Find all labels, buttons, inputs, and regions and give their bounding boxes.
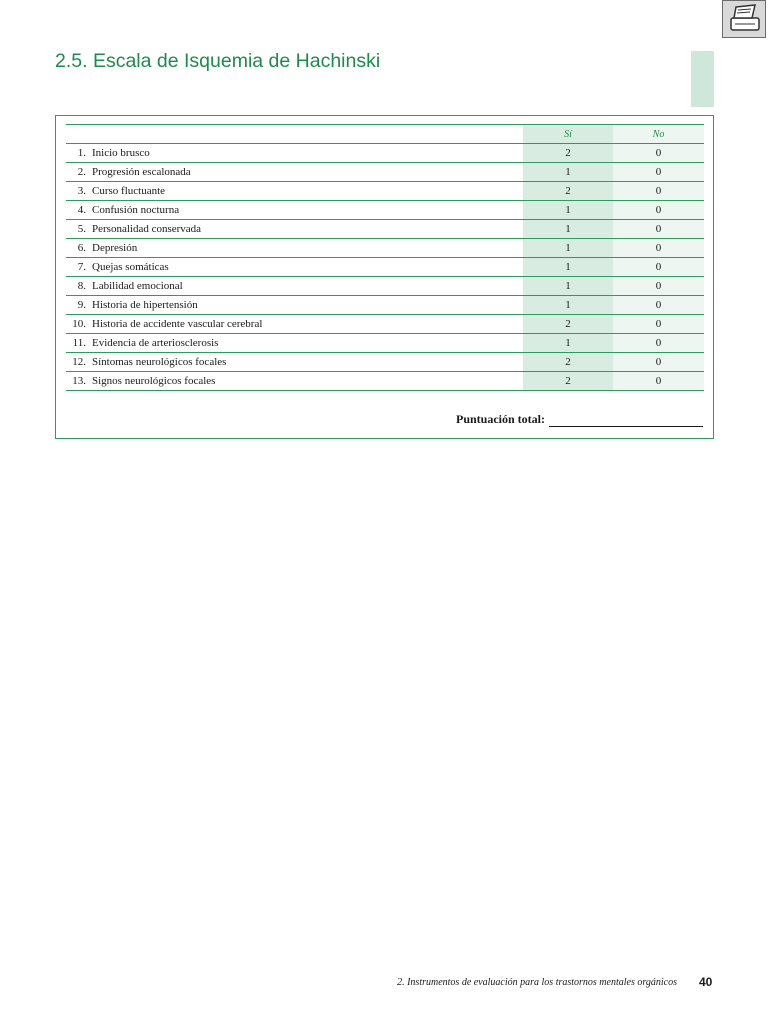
item-number: 9. — [77, 299, 86, 311]
no-value: 0 — [613, 258, 704, 277]
no-value: 0 — [613, 220, 704, 239]
total-score-blank — [549, 415, 703, 427]
item-number: 11. — [72, 337, 86, 349]
print-button[interactable] — [722, 0, 766, 38]
table-row — [66, 353, 704, 372]
si-value: 2 — [523, 353, 613, 372]
item-label: Quejas somáticas — [92, 261, 169, 273]
section-title: 2.5. Escala de Isquemia de Hachinski — [55, 50, 381, 72]
no-value: 0 — [613, 353, 704, 372]
hachinski-scale-box — [55, 115, 714, 439]
item-number: 7. — [77, 261, 86, 273]
item-number: 2. — [77, 166, 86, 178]
si-value: 1 — [523, 201, 613, 220]
item-label: Historia de accidente vascular cerebral — [92, 318, 263, 330]
item-label: Evidencia de arteriosclerosis — [92, 337, 219, 349]
item-label: Depresión — [92, 242, 138, 254]
no-value: 0 — [613, 163, 704, 182]
table-body — [66, 144, 704, 391]
table-row — [66, 315, 704, 334]
si-value: 1 — [523, 239, 613, 258]
item-cell — [66, 182, 523, 201]
item-cell — [66, 334, 523, 353]
si-value: 1 — [523, 258, 613, 277]
item-cell — [66, 353, 523, 372]
footer-chapter: 2. Instrumentos de evaluación para los trastornos mentales orgánicos — [397, 977, 677, 988]
si-value: 1 — [523, 277, 613, 296]
no-value: 0 — [613, 239, 704, 258]
side-tab-marker — [691, 51, 714, 107]
no-value: 0 — [613, 296, 704, 315]
si-value: 1 — [523, 296, 613, 315]
page-number: 40 — [699, 975, 713, 989]
si-value: 1 — [523, 163, 613, 182]
si-value: 2 — [523, 182, 613, 201]
item-number: 13. — [72, 375, 86, 387]
no-value: 0 — [613, 201, 704, 220]
total-score-line — [456, 412, 703, 427]
table-header-row — [66, 125, 704, 144]
item-cell — [66, 239, 523, 258]
no-value: 0 — [613, 182, 704, 201]
item-number: 5. — [77, 223, 86, 235]
si-value: 2 — [523, 315, 613, 334]
item-number: 12. — [72, 356, 86, 368]
table-row — [66, 163, 704, 182]
item-label: Síntomas neurológicos focales — [92, 356, 227, 368]
item-label: Labilidad emocional — [92, 280, 183, 292]
item-number: 8. — [77, 280, 86, 292]
no-value: 0 — [613, 315, 704, 334]
item-label: Progresión escalonada — [92, 166, 191, 178]
item-number: 4. — [77, 204, 86, 216]
item-cell — [66, 201, 523, 220]
table-row — [66, 372, 704, 391]
item-number: 6. — [77, 242, 86, 254]
header-no: No — [613, 125, 704, 144]
item-number: 1. — [77, 147, 86, 159]
si-value: 2 — [523, 372, 613, 391]
table-row — [66, 182, 704, 201]
hachinski-table — [66, 124, 704, 391]
table-row — [66, 239, 704, 258]
si-value: 1 — [523, 334, 613, 353]
item-number: 3. — [77, 185, 86, 197]
no-value: 0 — [613, 372, 704, 391]
table-row — [66, 201, 704, 220]
item-label: Signos neurológicos focales — [92, 375, 216, 387]
no-value: 0 — [613, 334, 704, 353]
item-label: Inicio brusco — [92, 147, 150, 159]
table-row — [66, 334, 704, 353]
no-value: 0 — [613, 277, 704, 296]
si-value: 2 — [523, 144, 613, 163]
table-row — [66, 296, 704, 315]
item-cell — [66, 296, 523, 315]
item-label: Historia de hipertensión — [92, 299, 198, 311]
item-cell — [66, 144, 523, 163]
item-cell — [66, 258, 523, 277]
header-item — [66, 125, 523, 144]
item-label: Personalidad conservada — [92, 223, 202, 235]
item-cell — [66, 277, 523, 296]
item-label: Curso fluctuante — [92, 185, 166, 197]
table-row — [66, 144, 704, 163]
table-row — [66, 258, 704, 277]
item-cell — [66, 315, 523, 334]
item-number: 10. — [72, 318, 86, 330]
item-cell — [66, 163, 523, 182]
printer-icon — [725, 3, 763, 35]
header-si: Sí — [523, 125, 613, 144]
item-cell — [66, 220, 523, 239]
item-cell — [66, 372, 523, 391]
table-row — [66, 220, 704, 239]
table-row — [66, 277, 704, 296]
si-value: 1 — [523, 220, 613, 239]
no-value: 0 — [613, 144, 704, 163]
total-score-label: Puntuación total: — [455, 412, 545, 426]
item-label: Confusión nocturna — [92, 204, 180, 216]
